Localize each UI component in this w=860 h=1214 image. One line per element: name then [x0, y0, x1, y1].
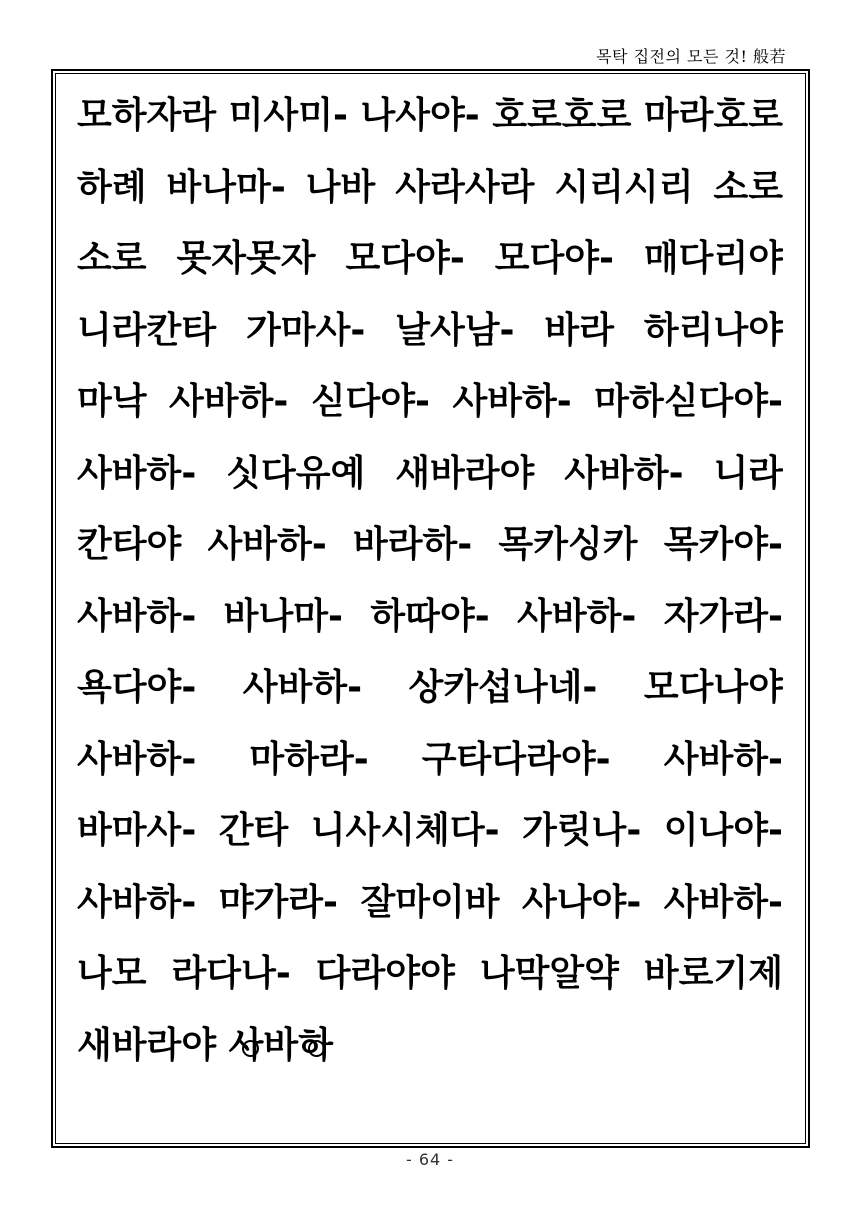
chant-line: 마낙 사바하- 싣다야- 사바하- 마하싣다야- [77, 381, 783, 422]
chant-line: 사바하- 바나마- 하따야- 사바하- 자가라- [77, 595, 783, 637]
emphasis-marks [236, 1040, 336, 1064]
chant-line: 소로 못자못자 모다야- 모다야- 매다리야 [77, 238, 783, 279]
chant-line: 사바하- 먀가라- 잘마이바 사나야- 사바하- [77, 881, 783, 923]
chant-line-final: 새바라야 사바하 [77, 1024, 333, 1066]
circle-mark-icon [308, 1040, 325, 1057]
chant-text-block [77, 80, 783, 1081]
running-header: 목탁 집전의 모든 것! 般若 [596, 47, 786, 66]
chant-line: 모하자라 미사미- 나사야- 호로호로 마라호로 [77, 95, 783, 136]
chant-line: 바마사- 간타 니사시체다- 가릿나- 이나야- [77, 810, 783, 851]
chant-line: 사바하- 싯다유예 새바라야 사바하- 니라 [77, 452, 783, 494]
chant-line: 욕다야- 사바하- 상카섭나네- 모다나야 [77, 667, 783, 708]
chant-line: 사바하- 마하라- 구타다라야- 사바하- [77, 738, 783, 780]
circle-mark-icon [242, 1040, 259, 1057]
chant-line: 칸타야 사바하- 바라하- 목카싱카 목카야- [77, 524, 783, 565]
chant-line: 나모 라다나- 다라야야 나막알약 바로기제 [77, 953, 783, 994]
chant-line: 하례 바나마- 나바 사라사라 시리시리 소로 [77, 166, 783, 208]
chant-line: 니라칸타 가마사- 날사남- 바라 하리나야 [77, 309, 783, 351]
page-number: - 64 - [405, 1150, 455, 1169]
